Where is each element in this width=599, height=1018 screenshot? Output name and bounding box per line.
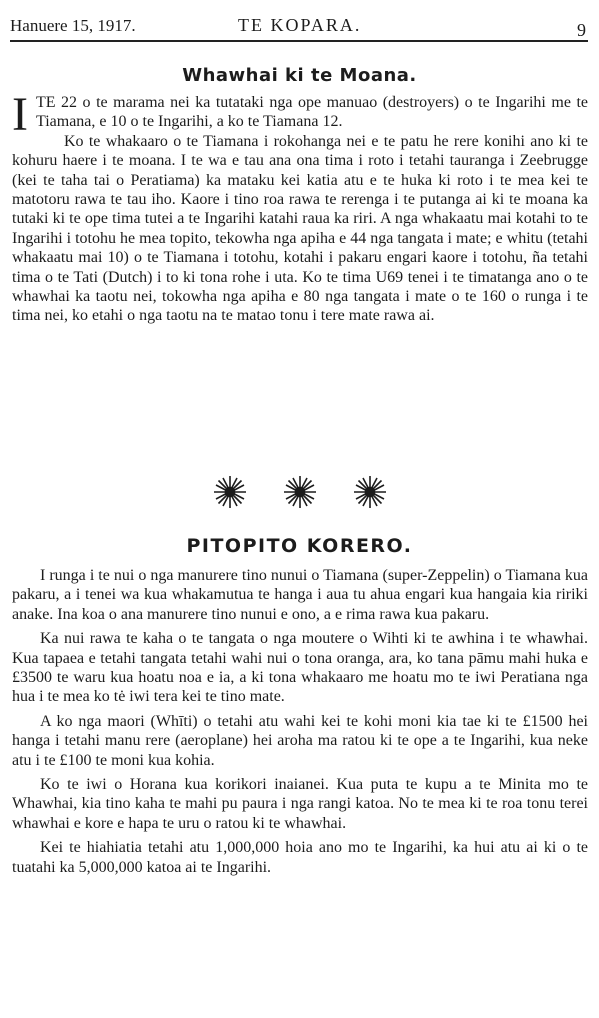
page-header bbox=[10, 14, 588, 42]
section-divider-ornaments bbox=[0, 474, 599, 514]
publication-title: TE KOPARA. bbox=[238, 15, 362, 35]
page-number: 9 bbox=[577, 20, 586, 40]
issue-date: Hanuere 15, 1917. bbox=[10, 16, 136, 35]
article-paragraph: Ko te whakaaro o te Tiamana i rokohanga nei e te patu he rere konihi ano ki te kohuru haere i te moana. I te wa e tau ana ona tima i roto i tetahi tauranga i Zeebrugge (kei te taha tai o Peratiama) ka mataku kei katia atu e te huka ki roto i te mea kei te matotoru rawa te tau iho. Kaore i tino roa rawa te rerenga i te putanga ai ki te moana ka tutaki ki te ope tima tutei a te Ingarihi katahi raua ka riri. A nga whakaatu mai kotahi to te Ingarihi i totohu he mea topito, tekowha nga apiha e 44 nga tangata i mate; e whitu (tetahi whakaatu mai 10) o te Tiamana i totohu, kotahi i pakaru engari kaore i totohu, ña tetahi tima o te Tati (Dutch) i to ki tona rohe i uta. Ko te tima U69 tenei i te timatanga ano o te whawhai ka taotu nei, tokowha nga apiha e 80 nga tangata i mate o te 160 o runga i te tima nei, ko etahi o nga taotu na te matao tonu i tere mate rawa ai. bbox=[12, 132, 588, 325]
article-paragraph bbox=[12, 88, 588, 141]
article-paragraph: A ko nga maori (Whīti) o tetahi atu wahi kei te kohi moni kia tae ki te £1500 hei hanga i tetahi manu rere (aeroplane) hei aroha ma ratou ki te ope a te Ingarihi, kua neke atu i te £100 te moni kua kohia. bbox=[12, 712, 588, 769]
paragraph-text: TE 22 o te marama nei ka tutataki nga ope manuao (destroyers) o te Ingarihi me te Tiamana, e 10 o te Ingarihi, a ko te Tiamana 12. bbox=[35, 94, 588, 131]
article-paragraph: I runga i te nui o nga manurere tino nunui o Tiamana (super-Zeppelin) o Tiamana kua pakaru, a i tenei wa kua whakamutua te hanga i aua tu ahua engari kua hangaia kia ririki anake. Ina koa o ana manurere tino nunui e ono, a e rima rawa kua pakaru. bbox=[12, 567, 588, 623]
flower-ornament-icon bbox=[352, 474, 388, 510]
article-news-items bbox=[12, 566, 588, 882]
article-naval-battle bbox=[12, 88, 588, 326]
article-heading-news-items: PITOPITO KORERO. bbox=[186, 535, 413, 557]
drop-cap: I bbox=[12, 88, 28, 141]
article-paragraph: Ko te iwi o Horana kua korikori inaianei. Kua puta te kupu a te Minita mo te Whawhai, kia tino kaha te mahi pu paura i nga rangi katoa. No te mea ki te roa tonu terei whawhai e kore e hapa te uru o ratou ki te whawhai. bbox=[12, 776, 588, 832]
flower-ornament-icon bbox=[212, 474, 248, 510]
flower-ornament-icon bbox=[282, 474, 318, 510]
article-paragraph: Kei te hiahiatia tetahi atu 1,000,000 hoia ano mo te Ingarihi, ka hui atu ai ki o te tuatahi ka 5,000,000 katoa ai te Ingarihi. bbox=[12, 839, 588, 876]
article-heading-naval-battle: Whawhai ki te Moana. bbox=[182, 65, 417, 86]
article-paragraph: Ka nui rawa te kaha o te tangata o nga moutere o Wihti ki te awhina i te whawhai. Kua tapaea e tetahi tangata tetahi wahi nui o tona oranga, ara, ko tana pāmu mahi huka e £3500 te waru kua hoatu noa e ia, a ki tona whakaaro me hoatu mo te iwi Peratiana nga hua i te mea ko tė iwi tera kei te tino mate. bbox=[12, 630, 588, 706]
